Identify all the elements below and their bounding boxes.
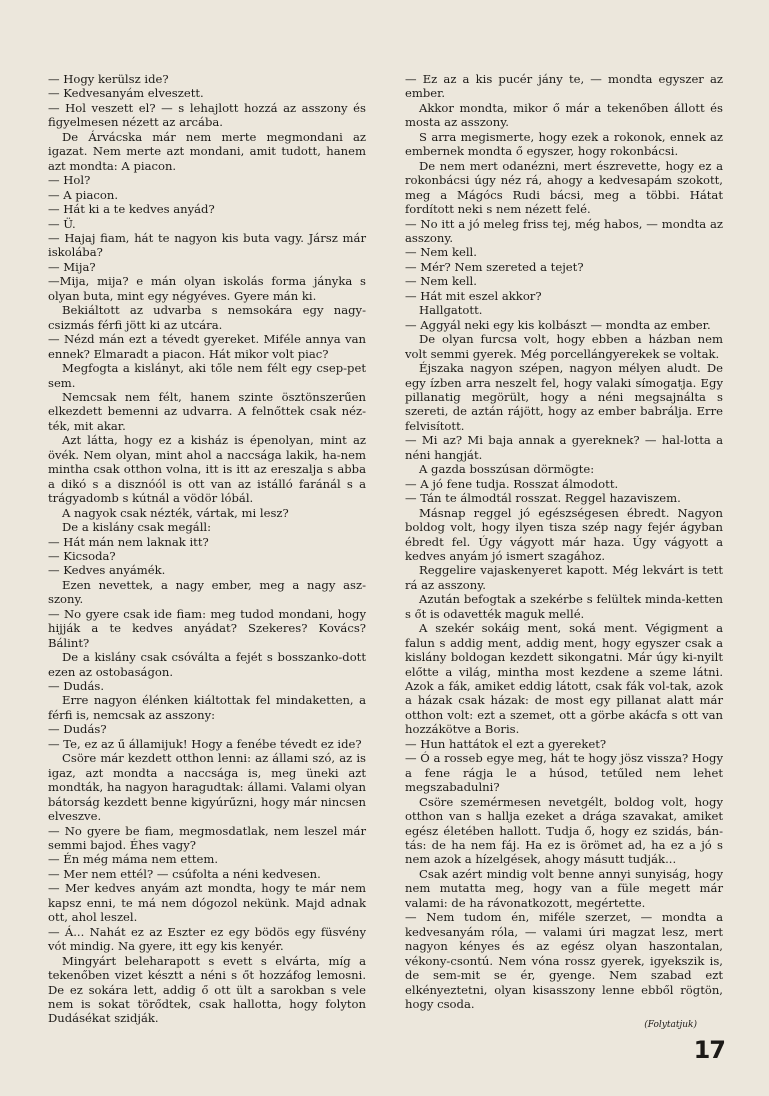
paragraph: A nagyok csak nézték, vártak, mi lesz? bbox=[62, 505, 289, 520]
paragraph: — Kedvesanyám elveszett. bbox=[48, 86, 204, 101]
paragraph: — No itt a jó meleg friss tej, még habos, — mondta az asszony. bbox=[405, 216, 723, 245]
paragraph: — No gyere csak ide fiam: meg tudod mondani, hogy hijják a te kedves anyádat? Szekeres? Kovács? Bálint? bbox=[48, 606, 366, 650]
paragraph: De olyan furcsa volt, hogy ebben a házban nem volt semmi gyerek. Még porcellángyerekek se voltak. bbox=[405, 332, 723, 361]
paragraph: —Mija, mija? e mán olyan iskolás forma jányka s olyan buta, mint egy négyéves. Gyere mán ki. bbox=[48, 274, 366, 303]
paragraph: — Hát ki a te kedves anyád? bbox=[48, 202, 215, 217]
paragraph: Azt látta, hogy ez a kisház is épenolyan, mint az övék. Nem olyan, mint ahol a naccsága lakik, ha-nem mintha csak otthon volna, itt is itt az ereszalja s abba a dikó s a disznóól is ott van az istálló faránál s a trágyadomb s kútnál a vödör lóbál. bbox=[48, 433, 366, 506]
paragraph: Bekiáltott az udvarba s nemsokára egy nagy-csizmás férfi jött ki az utcára. bbox=[48, 303, 366, 332]
paragraph: — Nézd mán ezt a tévedt gyereket. Miféle annya van ennek? Elmaradt a piacon. Hát mikor volt piac? bbox=[48, 332, 366, 361]
paragraph: — Á... Nahát ez az Eszter ez egy bödös egy füsvény vót mindig. Na gyere, itt egy kis kenyér. bbox=[48, 924, 366, 954]
paragraph: — Tán te álmodtál rosszat. Reggel hazaviszem. bbox=[405, 491, 681, 506]
paragraph: — Nem kell. bbox=[405, 274, 477, 289]
paragraph: — Mer kedves anyám azt mondta, hogy te már nem kapsz enni, te má nem dógozol nekünk. Majd adnak ott, ahol leszel. bbox=[48, 881, 366, 925]
paragraph: — Mer nem ettél? — csúfolta a néni kedvesen. bbox=[48, 866, 321, 881]
paragraph: Éjszaka nagyon szépen, nagyon mélyen aludt. De egy ízben arra neszelt fel, hogy valaki símogatja. Egy pillanatig megörült, hogy a néni megsajnálta s szereti, de aztán rájött, hogy az ember babrálja. Erre felvisított. bbox=[405, 361, 723, 433]
paragraph: — Kedves anyámék. bbox=[48, 563, 166, 578]
paragraph: — Nem tudom én, miféle szerzet, — mondta a kedvesanyám róla, — valami úri magzat lesz, mert nagyon kényes és az egész olyan haszontalan, vékony-csontú. Nem vóna rossz gyerek, igyekszik is, de sem-mit se ér, gyenge. Nem szabad ezt elkényeztetni, olyan kisasszony lenne ebből rögtön, hogy csoda. bbox=[405, 910, 723, 1011]
page-number: 17 bbox=[693, 1036, 725, 1064]
continuation-note: (Folytatjuk) bbox=[644, 1020, 697, 1030]
paragraph: Reggelire vajaskenyeret kapott. Még lekvárt is tett rá az asszony. bbox=[405, 563, 723, 592]
paragraph: A szekér sokáig ment, soká ment. Végigment a falun s addig ment, addig ment, hogy egyszer csak a kislány boldogan kezdett sikongatni. Már úgy ki-nyilt előtte a világ, mintha most kezdene a szeme látni. Azok a fák, amiket eddig látott, csak fák vol-tak, azok a házak csak házak: de most egy pillanat alatt már otthon volt: ezt a szemet, ott a görbe akácfa s ott van hozzákötve a Boris. bbox=[405, 621, 723, 737]
paragraph: — Hogy kerülsz ide? bbox=[48, 72, 169, 86]
paragraph: — Mija? bbox=[48, 259, 96, 274]
paragraph: De a kislány csak megáll: bbox=[62, 520, 212, 535]
paragraph: De Árvácska már nem merte megmondani az igazat. Nem merte azt mondani, amit tudott, hanem azt mondta: A piacon. bbox=[48, 129, 366, 173]
paragraph: Csöre már kezdett otthon lenni: az állami szó, az is igaz, azt mondta a naccsága is, meg üneki azt mondták, ha nagyon haragudtak: állami. Valami olyan bátorság kezdett benne kigyúrűzni, hogy már nincsen elveszve. bbox=[48, 751, 366, 824]
paragraph: — Ó a rosseb egye meg, hát te hogy jösz vissza? Hogy a fene rágja le a húsod, tetűled nem lehet megszabadulni? bbox=[405, 751, 723, 795]
paragraph: S arra megismerte, hogy ezek a rokonok, ennek az embernek mondta ő egyszer, hogy rokonbácsi. bbox=[405, 129, 723, 159]
paragraph: A gazda bosszúsan dörmögte: bbox=[419, 462, 595, 477]
paragraph: — Hát mán nem laknak itt? bbox=[48, 534, 209, 549]
paragraph: — Hajaj fiam, hát te nagyon kis buta vagy. Jársz már iskolába? bbox=[48, 230, 366, 260]
paragraph: — Én még máma nem ettem. bbox=[48, 852, 219, 867]
paragraph: — Dudás? bbox=[48, 722, 107, 737]
paragraph: Mingyárt beleharapott s evett s elvárta, míg a tekenőben vizet késztt a néni s őt hozzáfog lemosni. De ez sokára lett, addig ő ott ült a sarokban s vele nem is sokat törődtek, csak hallotta, hogy folyton Dudásékat szidják. bbox=[48, 953, 366, 1026]
paragraph: De a kislány csak csóválta a fejét s bosszanko-dott ezen az ostobaságon. bbox=[48, 650, 366, 679]
paragraph: Hallgatott. bbox=[419, 303, 483, 318]
left-text-column bbox=[48, 72, 366, 1026]
paragraph: — Hun hattátok el ezt a gyereket? bbox=[405, 736, 607, 751]
paragraph: Ezen nevettek, a nagy ember, meg a nagy asz-szony. bbox=[48, 577, 366, 607]
paragraph: — Dudás. bbox=[48, 679, 105, 694]
paragraph: — A piacon. bbox=[48, 187, 119, 202]
paragraph: Nemcsak nem félt, hanem szinte ösztönszerűen elkezdett bemenni az udvarra. A felnőttek csak néz-ték, mit akar. bbox=[48, 389, 366, 433]
paragraph: — A jó fene tudja. Rosszat álmodott. bbox=[405, 476, 619, 491]
paragraph: De nem mert odanézni, mert észrevette, hogy ez a rokonbácsi úgy néz rá, ahogy a kedvesapám szokott, meg a Mágócs Rudi bácsi, meg a többi. Hátat fordított neki s nem nézett felé. bbox=[405, 158, 723, 217]
paragraph: — No gyere be fiam, megmosdatlak, nem leszel már semmi bajod. Éhes vagy? bbox=[48, 823, 366, 853]
paragraph: — Mér? Nem szereted a tejet? bbox=[405, 259, 584, 274]
paragraph: Erre nagyon élénken kiáltottak fel mindaketten, a férfi is, nemcsak az asszony: bbox=[48, 693, 366, 722]
paragraph: — Te, ez az ű államijuk! Hogy a fenébe tévedt ez ide? bbox=[48, 736, 362, 751]
paragraph: — Hát mit eszel akkor? bbox=[405, 288, 542, 303]
paragraph: Másnap reggel jó egészségesen ébredt. Nagyon boldog volt, hogy ilyen tisza szép nagy fejér ágyban ébredt fel. Úgy vágyott már haza. Úgy vágyott a kedves anyám jó ismert szagához. bbox=[405, 505, 723, 563]
paragraph: Akkor mondta, mikor ő már a tekenőben állott és mosta az asszony. bbox=[405, 100, 723, 130]
paragraph: Azután befogtak a szekérbe s felültek minda-ketten s őt is odavették maguk mellé. bbox=[405, 592, 723, 621]
paragraph: — Hol? bbox=[48, 173, 91, 188]
paragraph: — Mi az? Mi baja annak a gyereknek? — hal-lotta a néni hangját. bbox=[405, 433, 723, 462]
paragraph: Csöre szemérmesen nevetgélt, boldog volt, hogy otthon van s hallja ezeket a drága szavakat, amiket egész életében hallott. Tudja ő, hogy ez szidás, bán-tás: de ha nem fáj. Ha ez is örömet ad, ha ez a jó s nem azok a hízelgések, ahogy másutt tudják... bbox=[405, 794, 723, 867]
paragraph: — Kicsoda? bbox=[48, 548, 116, 563]
right-text-column bbox=[405, 72, 723, 1011]
paragraph: — Aggyál neki egy kis kolbászt — mondta az ember. bbox=[405, 317, 711, 332]
paragraph: Megfogta a kislányt, aki tőle nem félt egy csep-pet sem. bbox=[48, 361, 366, 390]
paragraph: — Nem kell. bbox=[405, 245, 477, 260]
paragraph: — Hol veszett el? — s lehajlott hozzá az asszony és figyelmesen nézett az arcába. bbox=[48, 100, 366, 130]
paragraph: Csak azért mindig volt benne annyi sunyiság, hogy nem mutatta meg, hogy van a füle megett már valami: de ha rávonatkozott, megértette. bbox=[405, 866, 723, 910]
paragraph: — Ü. bbox=[48, 216, 76, 231]
paragraph: — Ez az a kis pucér jány te, — mondta egyszer az ember. bbox=[405, 72, 723, 101]
